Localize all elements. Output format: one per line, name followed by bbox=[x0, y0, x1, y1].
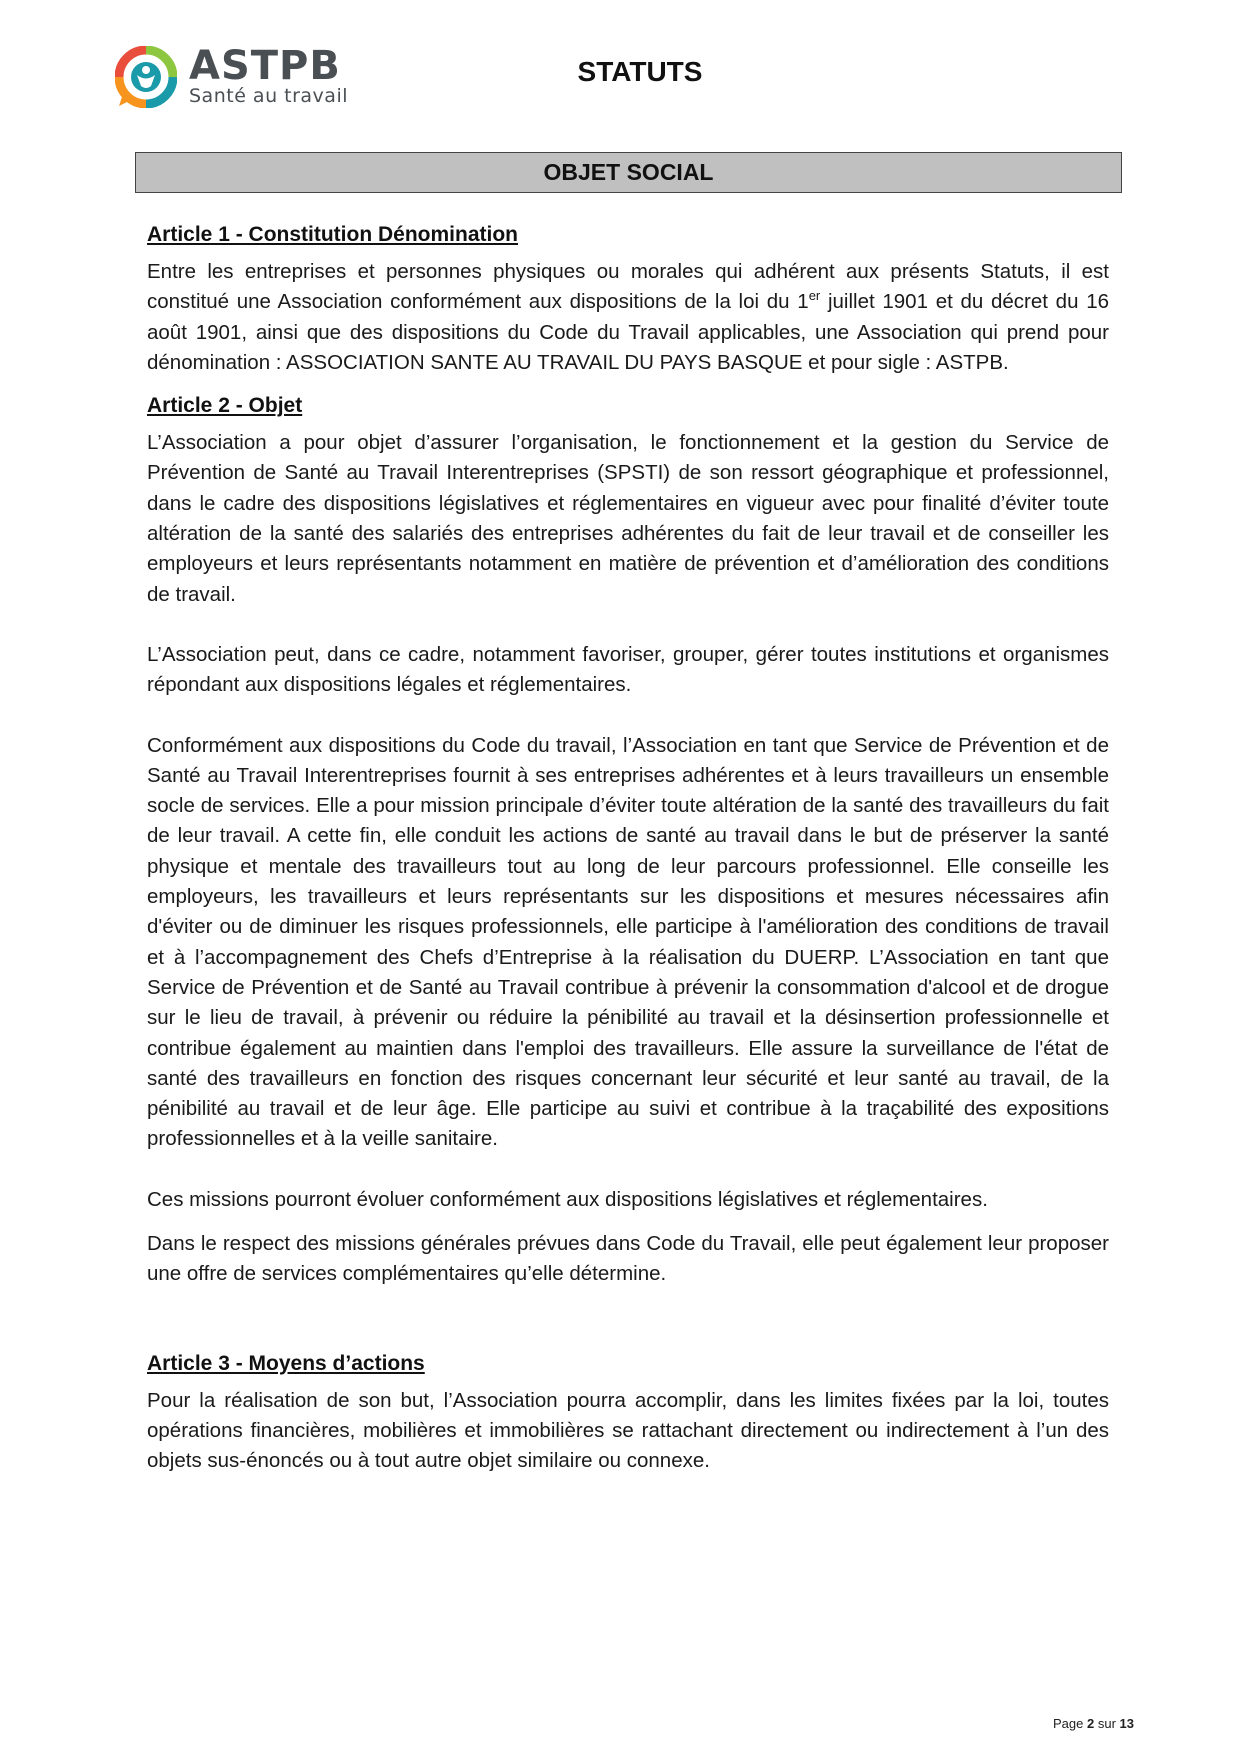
paragraph-text: juillet 1901 et du décret du 16 août 1901, ainsi que des dispositions du Code du Travail applicables, une Association qui prend pour dénomination : ASSOCIATION SANTE AU TRAVAIL DU PAYS BASQUE et pour sigle : ASTPB. bbox=[147, 290, 1109, 374]
article-3 bbox=[147, 1350, 1109, 1477]
article-heading: Article 2 - Objet bbox=[147, 394, 303, 418]
logo-mark-icon bbox=[115, 46, 177, 108]
article-paragraph: Dans le respect des missions générales prévues dans Code du Travail, elle peut également leur proposer une offre de services complémentaires qu’elle détermine. bbox=[147, 1232, 1109, 1286]
page-label: Page bbox=[1052, 1716, 1084, 1731]
article-paragraph: Ces missions pourront évoluer conformément aux dispositions législatives et réglementaires. bbox=[147, 1187, 988, 1211]
logo-name: ASTPB bbox=[189, 43, 341, 89]
paragraph-text: Entre les entreprises et personnes physiques ou morales qui adhérent aux présents Statuts, il est constitué une Association conformément aux dispositions de la loi du 1 bbox=[147, 260, 1109, 314]
article-heading: Article 3 - Moyens d’actions bbox=[147, 1351, 425, 1375]
section-banner bbox=[135, 152, 1122, 193]
astpb-logo bbox=[115, 44, 355, 110]
document-body bbox=[147, 221, 1109, 1477]
logo-tagline: Santé au travail bbox=[189, 85, 348, 107]
article-paragraph: L’Association a pour objet d’assurer l’organisation, le fonctionnement et la gestion du Service de Prévention de Santé au Travail Interentreprises (SPSTI) de son ressort géographique et professionnel, dans le cadre des dispositions législatives et réglementaires en vigueur avec pour finalité d’éviter toute altération de la santé des salariés des entreprises adhérentes du fait de leur travail et de conseiller les employeurs et leurs représentants notamment en matière de prévention et d’amélioration des conditions de travail. bbox=[147, 431, 1109, 606]
page-number bbox=[1053, 1716, 1134, 1732]
article-paragraph: Conformément aux dispositions du Code du travail, l’Association en tant que Service de Prévention et de Santé au Travail Interentreprises fournit à ses entreprises adhérentes et à leurs travailleurs un ensemble socle de services. Elle a pour mission principale d’éviter toute altération de la santé des travailleurs du fait de leur travail. A cette fin, elle conduit les actions de santé au travail dans le but de préserver la santé physique et mentale des travailleurs tout au long de leur parcours professionnel. Elle conseille les employeurs, les travailleurs et leurs représentants sur les dispositions et mesures nécessaires afin d'éviter ou de diminuer les risques professionnels, elle participe à l'amélioration des conditions de travail et à l’accompagnement des Chefs d’Entreprise à la réalisation du DUERP. L’Association en tant que Service de Prévention et de Santé au Travail contribue à prévenir la consommation d'alcool et de drogue sur le lieu de travail, à prévenir ou réduire la pénibilité au travail et la désinsertion professionnelle et contribue également au maintien dans l'emploi des travailleurs. Elle assure la surveillance de l'état de santé des travailleurs en fonction des risques concernant leur sécurité et leur santé au travail, de la pénibilité au travail et de leur âge. Elle participe au suivi et contribue à la traçabilité des expositions professionnelles et à la veille sanitaire. bbox=[147, 733, 1109, 1151]
page-total: 13 bbox=[1119, 1716, 1134, 1731]
page-current: 2 bbox=[1086, 1716, 1095, 1731]
article-paragraph bbox=[147, 257, 1109, 378]
superscript-text: er bbox=[808, 288, 821, 304]
article-heading: Article 1 - Constitution Dénomination bbox=[147, 223, 518, 246]
article-paragraph: L’Association peut, dans ce cadre, notamment favoriser, grouper, gérer toutes institutions et organismes répondant aux dispositions légales et réglementaires. bbox=[147, 642, 1109, 697]
article-1 bbox=[147, 221, 1109, 378]
section-title: OBJET SOCIAL bbox=[543, 159, 714, 185]
document-title: STATUTS bbox=[577, 56, 703, 87]
article-2 bbox=[147, 392, 1109, 1289]
page-separator: sur bbox=[1097, 1716, 1116, 1731]
article-paragraph: Pour la réalisation de son but, l’Association pourra accomplir, dans les limites fixées par la loi, toutes opérations financières, mobilières et immobilières se rattachant directement ou indirectement à l’un des objets sus-énoncés ou à tout autre objet similaire ou connexe. bbox=[147, 1388, 1109, 1473]
